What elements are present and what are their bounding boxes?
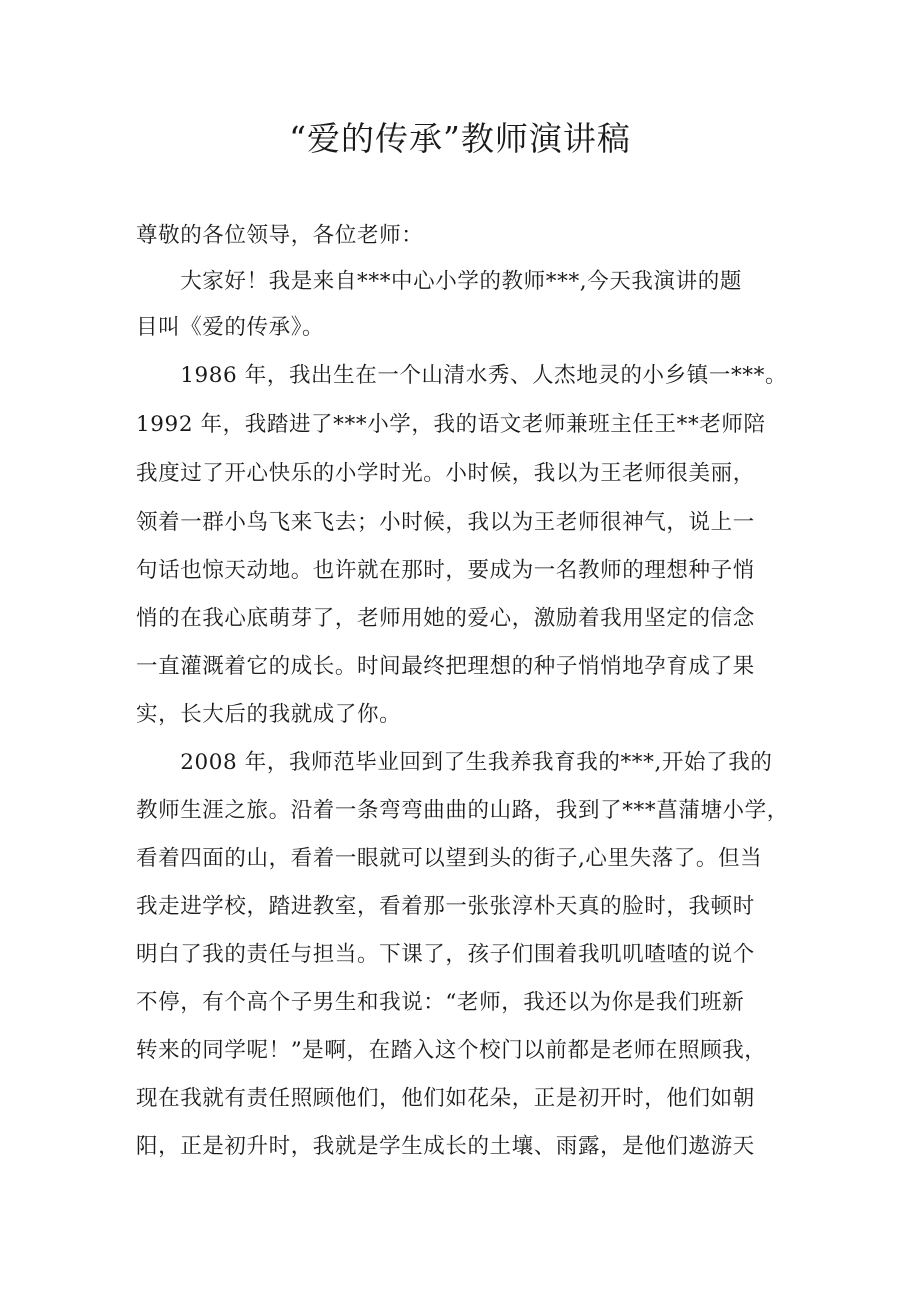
text-line: 教师生涯之旅。沿着一条弯弯曲曲的山路，我到了***菖蒲塘小学， — [136, 798, 789, 823]
text-line: 转来的同学呢！”是啊，在踏入这个校门以前都是老师在照顾我， — [136, 1038, 767, 1063]
text-line: 悄的在我心底萌芽了，老师用她的爱心，激励着我用坚定的信念 — [136, 606, 755, 631]
salutation-line: 尊敬的各位领导，各位老师： — [136, 223, 424, 248]
text-line: 现在我就有责任照顾他们，他们如花朵，正是初开时，他们如朝 — [136, 1086, 755, 1111]
text-line: 看着四面的山，看着一眼就可以望到头的街子,心里失落了。但当 — [136, 846, 763, 871]
text-line: 我走进学校，踏进教室，看着那一张张淳朴天真的脸时，我顿时 — [136, 894, 755, 919]
text-line: 大家好！我是来自***中心小学的教师***,今天我演讲的题 — [136, 269, 742, 294]
text-line: 不停，有个高个子男生和我说：“老师，我还以为你是我们班新 — [136, 990, 745, 1015]
text-line: 1986 年，我出生在一个山清水秀、人杰地灵的小乡镇一***。 — [136, 363, 788, 388]
text-line: 实，长大后的我就成了你。 — [136, 702, 402, 727]
text-line: 我度过了开心快乐的小学时光。小时候，我以为王老师很美丽， — [136, 461, 755, 486]
text-line: 句话也惊天动地。也许就在那时，要成为一名教师的理想种子悄 — [136, 558, 755, 583]
text-line: 明白了我的责任与担当。下课了，孩子们围着我叽叽喳喳的说个 — [136, 942, 755, 967]
text-line: 1992 年，我踏进了***小学，我的语文老师兼班主任王**老师陪 — [136, 412, 766, 437]
document-title: “爱的传承”教师演讲稿 — [289, 119, 631, 158]
text-line: 阳，正是初升时，我就是学生成长的土壤、雨露，是他们遨游天 — [136, 1134, 755, 1159]
text-line: 领着一群小鸟飞来飞去；小时候，我以为王老师很神气，说上一 — [136, 510, 755, 535]
text-line: 2008 年，我师范毕业回到了生我养我育我的***,开始了我的 — [136, 750, 773, 775]
text-line: 一直灌溉着它的成长。时间最终把理想的种子悄悄地孕育成了果 — [136, 654, 755, 679]
text-line: 目叫《爱的传承》。 — [136, 315, 325, 340]
